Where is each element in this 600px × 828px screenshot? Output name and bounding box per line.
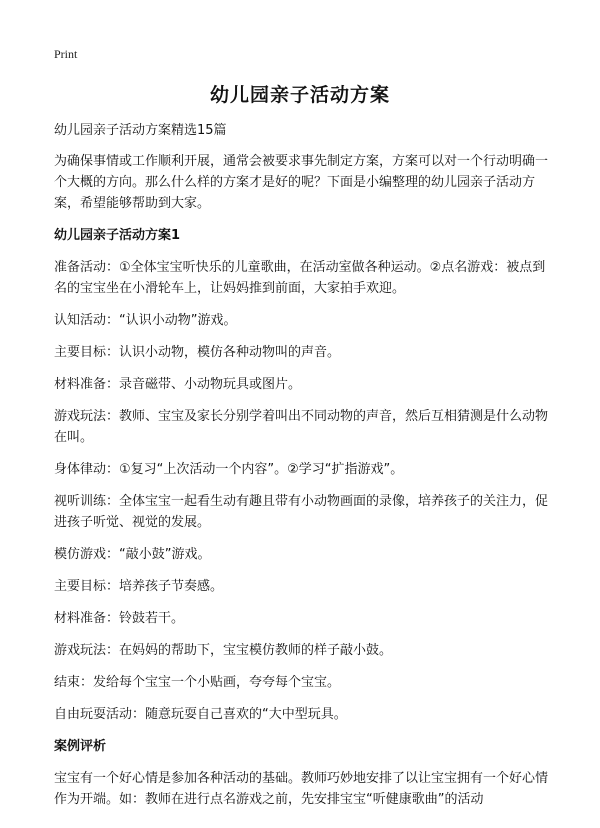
paragraph-main-goal-1: 主要目标：认识小动物，模仿各种动物叫的声音。	[54, 345, 341, 360]
paragraph-materials-2: 材料准备：铃鼓若干。	[54, 611, 185, 626]
document-subtitle: 幼儿园亲子活动方案精选15篇	[54, 123, 227, 138]
paragraph-free-play: 自由玩耍活动：随意玩耍自己喜欢的“大中型玩具。	[54, 707, 347, 722]
paragraph-materials-1: 材料准备：录音磁带、小动物玩具或图片。	[54, 377, 302, 392]
paragraph-body-rhythm: 身体律动：①复习“上次活动一个内容”。②学习“扩指游戏”。	[54, 462, 404, 477]
paragraph-cognitive-activity: 认知活动：“认识小动物”游戏。	[54, 313, 237, 328]
document-body	[54, 120, 550, 821]
paragraph-gameplay-2: 游戏玩法：在妈妈的帮助下，宝宝模仿教师的样子敲小鼓。	[54, 643, 393, 658]
paragraph-ending: 结束：发给每个宝宝一个小贴画，夸夸每个宝宝。	[54, 675, 341, 690]
section-heading-plan-1: 幼儿园亲子活动方案1	[54, 228, 181, 243]
intro-paragraph: 为确保事情或工作顺利开展，通常会被要求事先制定方案，方案可以对一个行动明确一个大概的方向。那么什么样的方案才是好的呢？下面是小编整理的幼儿园亲子活动方案，希望能够帮助到大家。	[54, 154, 549, 211]
paragraph-imitation-game: 模仿游戏：“敲小鼓”游戏。	[54, 547, 211, 562]
paragraph-audiovisual: 视听训练：全体宝宝一起看生动有趣且带有小动物画面的录像，培养孩子的关注力，促进孩子听觉、视觉的发展。	[54, 494, 549, 530]
section-heading-analysis: 案例评析	[54, 739, 107, 754]
print-link[interactable]: Print	[54, 47, 78, 61]
paragraph-gameplay-1: 游戏玩法：教师、宝宝及家长分别学着叫出不同动物的声音，然后互相猜测是什么动物在叫。	[54, 409, 549, 445]
paragraph-main-goal-2: 主要目标：培养孩子节奏感。	[54, 579, 224, 594]
document-title: 幼儿园亲子活动方案	[209, 84, 390, 106]
analysis-paragraph: 宝宝有一个好心情是参加各种活动的基础。教师巧妙地安排了以让宝宝拥有一个好心情作为开端。如：教师在进行点名游戏之前，先安排宝宝“听健康歌曲”的活动	[54, 771, 549, 807]
paragraph-prep-activity: 准备活动：①全体宝宝听快乐的儿童歌曲，在活动室做各种运动。②点名游戏：被点到名的宝宝坐在小滑轮车上，让妈妈推到前面，大家拍手欢迎。	[54, 260, 546, 296]
